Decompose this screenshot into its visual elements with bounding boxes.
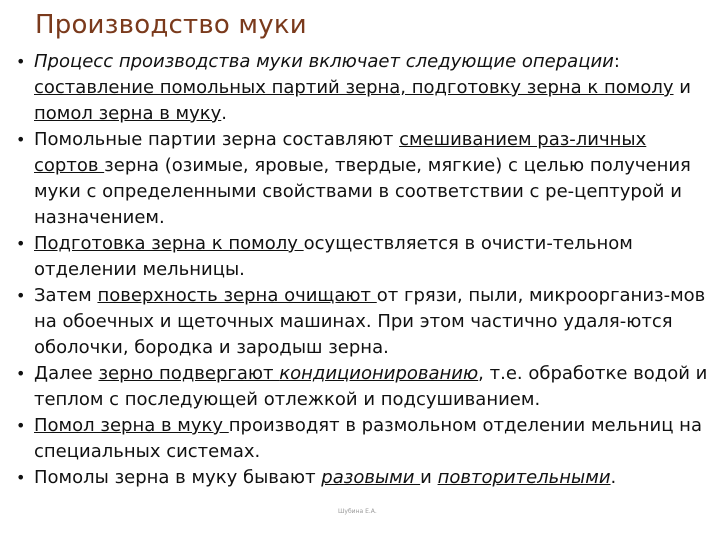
bullet-icon: • — [16, 52, 26, 71]
bullet-icon: • — [16, 286, 26, 305]
bullet-list — [8, 49, 714, 491]
list-item — [8, 465, 714, 491]
item-text: повторительными — [437, 467, 611, 488]
item-text: разовыми — [321, 467, 421, 488]
bullet-icon: • — [16, 130, 26, 149]
item-text: . — [610, 467, 617, 488]
item-text: зерна (озимые, яровые, твердые, мягкие) с целью получения муки с определенными свойствами в соответствии с ре-цептурой и назначением. — [34, 155, 691, 228]
item-text: помол зерна в муку — [34, 103, 222, 124]
item-text: Помол зерна в муку — [34, 415, 229, 436]
item-text: осуществляется в очисти-тельном отделении мельницы. — [34, 233, 633, 280]
list-item — [8, 127, 714, 231]
author-watermark: Шубина Е.А. — [338, 508, 377, 515]
bullet-icon: • — [16, 234, 26, 253]
item-text: , т.е. обработке водой и теплом с последующей отлежкой и подсушиванием. — [34, 363, 708, 410]
list-item — [8, 361, 714, 413]
slide-title: Производство муки — [35, 10, 307, 40]
item-text: Помольные партии зерна составляют — [34, 129, 400, 150]
item-text: : — [613, 51, 620, 72]
item-text: от грязи, пыли, микроорганиз-мов на обоечных и щеточных машинах. При этом частично удаля-ются оболочки, бородка и зародыш зерна. — [34, 285, 706, 358]
list-item — [8, 413, 714, 465]
list-item — [8, 49, 714, 127]
item-text: Далее — [34, 363, 99, 384]
list-item — [8, 283, 714, 361]
item-text: . — [221, 103, 228, 124]
item-text: составление помольных партий зерна, подготовку зерна к помолу — [34, 77, 674, 98]
item-text: кондиционированию — [279, 363, 479, 384]
item-text: зерно подвергают — [98, 363, 280, 384]
item-text: поверхность зерна очищают — [97, 285, 377, 306]
item-text: Процесс производства муки включает следующие операции — [34, 51, 614, 72]
item-text: Подготовка зерна к помолу — [34, 233, 304, 254]
item-text: и — [673, 77, 691, 98]
bullet-icon: • — [16, 416, 26, 435]
item-text: Помолы зерна в муку бывают — [34, 467, 322, 488]
item-text: производят в размольном отделении мельниц на специальных системах. — [34, 415, 702, 462]
item-text: и — [420, 467, 438, 488]
item-text: смешиванием раз-личных сортов — [34, 129, 647, 176]
bullet-icon: • — [16, 364, 26, 383]
list-item — [8, 231, 714, 283]
bullet-icon: • — [16, 468, 26, 487]
item-text: Затем — [34, 285, 98, 306]
